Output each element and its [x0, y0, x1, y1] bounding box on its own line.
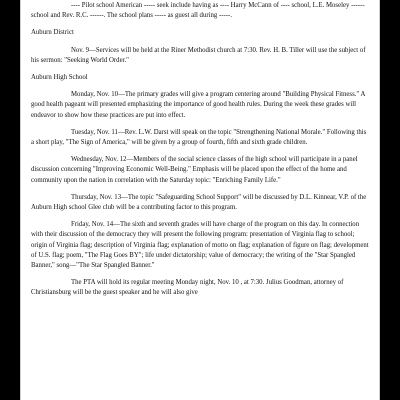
- paragraph-monday: Monday, Nov. 10—The primary grades will give a program centering around "Building Physical Fitness." A good health pageant will presented emphasizing the importance of good health rules. During the week these grades will endeavor to show how these practices are put into effect.: [31, 91, 366, 119]
- paragraph-pta: The PTA will hold its regular meeting Monday night, Nov. 10 , at 7:30. Julius Goodman, attorney of Christiansburg will be the guest speaker and he will also give: [31, 279, 344, 297]
- paragraph-friday: Friday, Nov. 14—The sixth and seventh grades will have charge of the program on this day. In connection with their discussion of the democracy they will present the following program: presentation of Virginia flag to school; origin of Virginia flag; description of Virginia flag; explanation of motto on flag; explanation of figure on flag; development of U.S. flag; poem, "The Flag Goes BY"; life under dictatorship; value of democracy; the writing of the "Star Spangled Banner," song—"The Star Spangled Banner.": [31, 221, 369, 270]
- paragraph-wednesday: Wednesday, Nov. 12—Members of the social science classes of the high school will participate in a panel discussion concerning "Improving Economic Well-Being." Emphasis will be placed upon the effect of the home and community upon the nation in correlation with the Saturday topic: "Enriching Family Life.": [31, 156, 358, 184]
- paragraph-tuesday: Tuesday, Nov. 11—Rev. L.W. Darst will speak on the topic "Strengthening National Morale." Following this a short play, "The Sign of America," will be given by a group of fourth, fifth and sixth grade children.: [31, 128, 367, 147]
- paragraph-nov-9: Nov. 9—Services will be held at the Riner Methodist church at 7:30. Rev. H. B. Tiller will use the subject of his sermon: "Seeking World Order.": [31, 46, 366, 64]
- section-heading-auburn-district: Auburn District: [31, 29, 74, 37]
- document-page: [20, 0, 380, 400]
- document-body: [21, 0, 379, 299]
- paragraph-thursday: Thursday, Nov. 13—The topic "Safeguarding School Support" will be discussed by D.L. Kinnear, V.P. of the Auburn High school Glee club will be a contributing factor to this program.: [31, 193, 367, 212]
- section-heading-auburn-high-school: Auburn High School: [31, 74, 88, 82]
- intro-paragraph: ---- Pilot school American ----- seek include having as ---- Harry McCann of ---- school, L.E. Moseley ------ school and Rev. R.C. ------. The school plans ----- as guest all during -----.: [31, 2, 365, 20]
